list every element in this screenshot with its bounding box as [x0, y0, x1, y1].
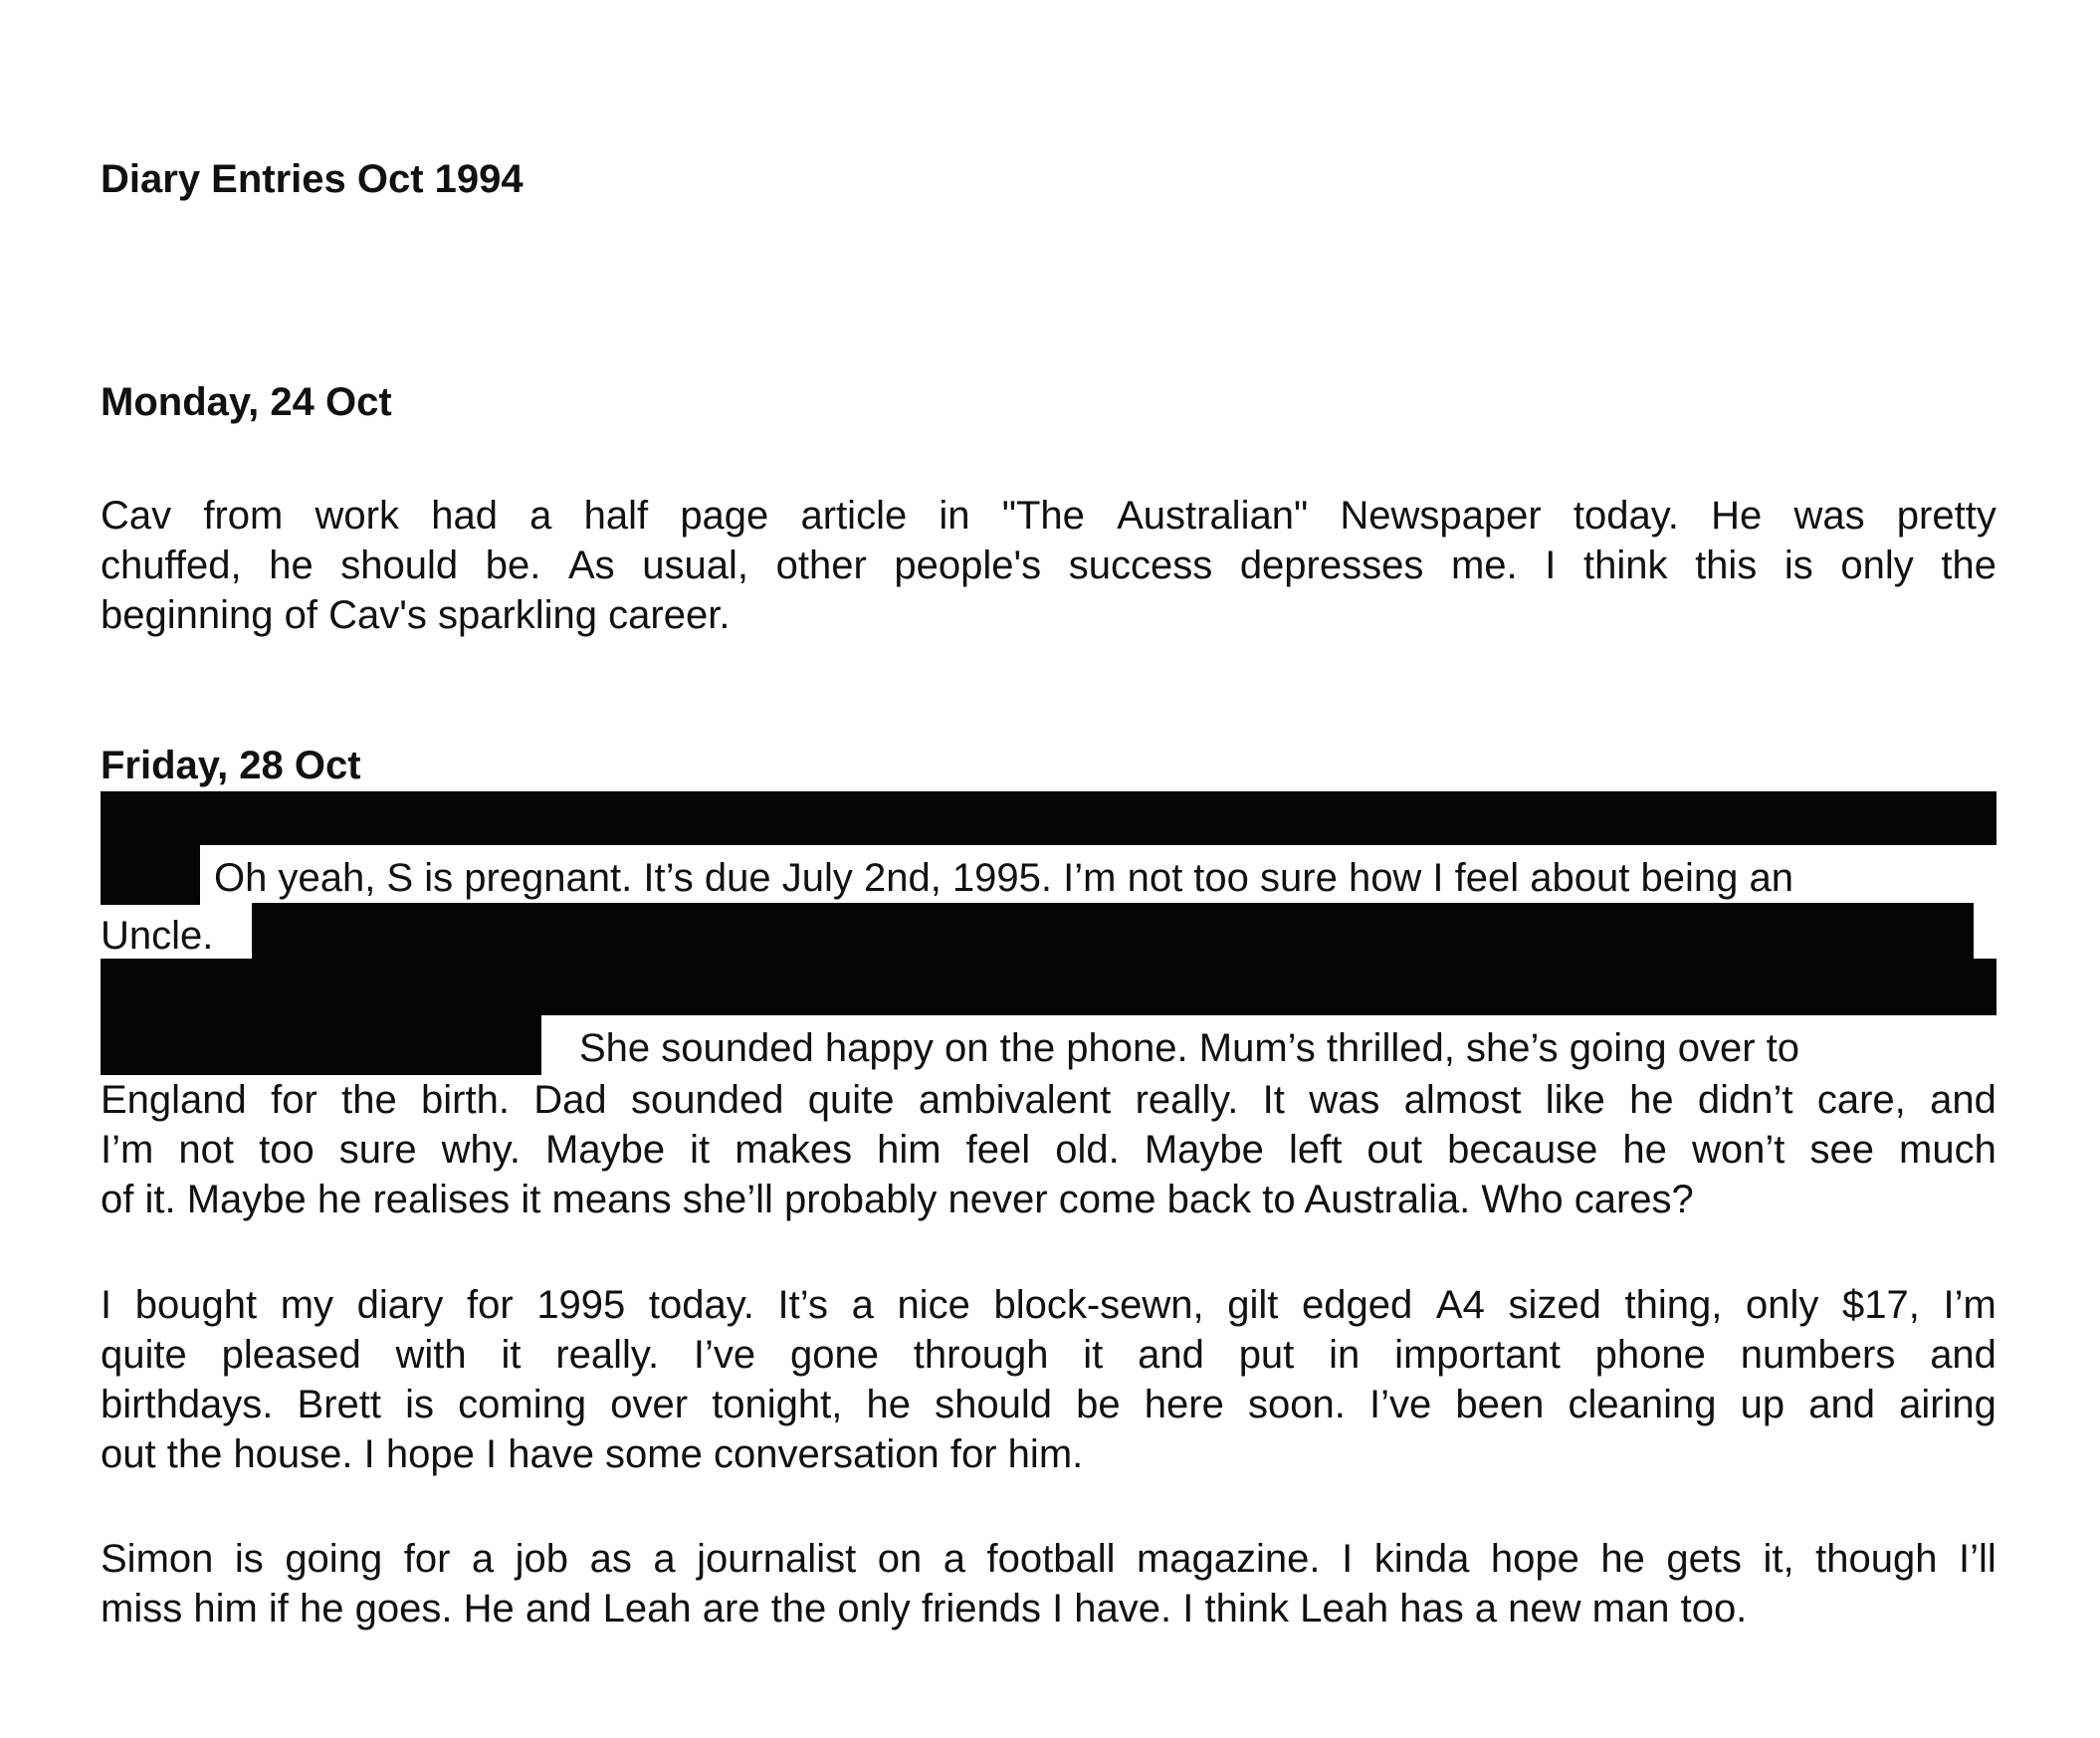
paragraph-line: She sounded happy on the phone. Mum’s thrilled, she’s going over to: [579, 1026, 1800, 1070]
paragraph-line: England for the birth. Dad sounded quite ambivalent really. It was almost like he didn’t care, and: [101, 1078, 1996, 1122]
paragraph-line: I’m not too sure why. Maybe it makes him feel old. Maybe left out because he won’t see much: [101, 1128, 1996, 1172]
paragraph-line: Cav from work had a half page article in "The Australian" Newspaper today. He was pretty: [101, 494, 1996, 538]
document-title: Diary Entries Oct 1994: [101, 157, 524, 201]
paragraph-line: out the house. I hope I have some conversation for him.: [101, 1432, 1084, 1476]
paragraph-line: Simon is going for a job as a journalist on a football magazine. I kinda hope he gets it, though I’ll: [101, 1537, 1996, 1581]
paragraph-line: Oh yeah, S is pregnant. It’s due July 2nd, 1995. I’m not too sure how I feel about being an: [214, 856, 1793, 900]
redaction-bar: [252, 903, 1974, 959]
paragraph-line: beginning of Cav's sparkling career.: [101, 593, 731, 637]
paragraph-line: I bought my diary for 1995 today. It’s a nice block-sewn, gilt edged A4 sized thing, only $17, I’m: [101, 1283, 1996, 1327]
paragraph-line: of it. Maybe he realises it means she’ll probably never come back to Australia. Who cares?: [101, 1178, 1694, 1221]
entry-date-heading: Monday, 24 Oct: [101, 380, 392, 424]
entry-date-heading: Friday, 28 Oct: [101, 744, 361, 787]
paragraph-line: birthdays. Brett is coming over tonight, he should be here soon. I’ve been cleaning up and airing: [101, 1383, 1996, 1426]
paragraph-line: miss him if he goes. He and Leah are the only friends I have. I think Leah has a new man too.: [101, 1587, 1748, 1630]
paragraph-line: chuffed, he should be. As usual, other people's success depresses me. I think this is only the: [101, 543, 1996, 587]
redaction-bar: [101, 845, 200, 905]
redaction-bar: [101, 1015, 541, 1075]
paragraph-line: Uncle.: [101, 914, 214, 958]
paragraph-line: quite pleased with it really. I’ve gone through it and put in important phone numbers and: [101, 1333, 1996, 1377]
redaction-bar: [101, 791, 1996, 845]
redaction-bar: [101, 959, 1996, 1015]
